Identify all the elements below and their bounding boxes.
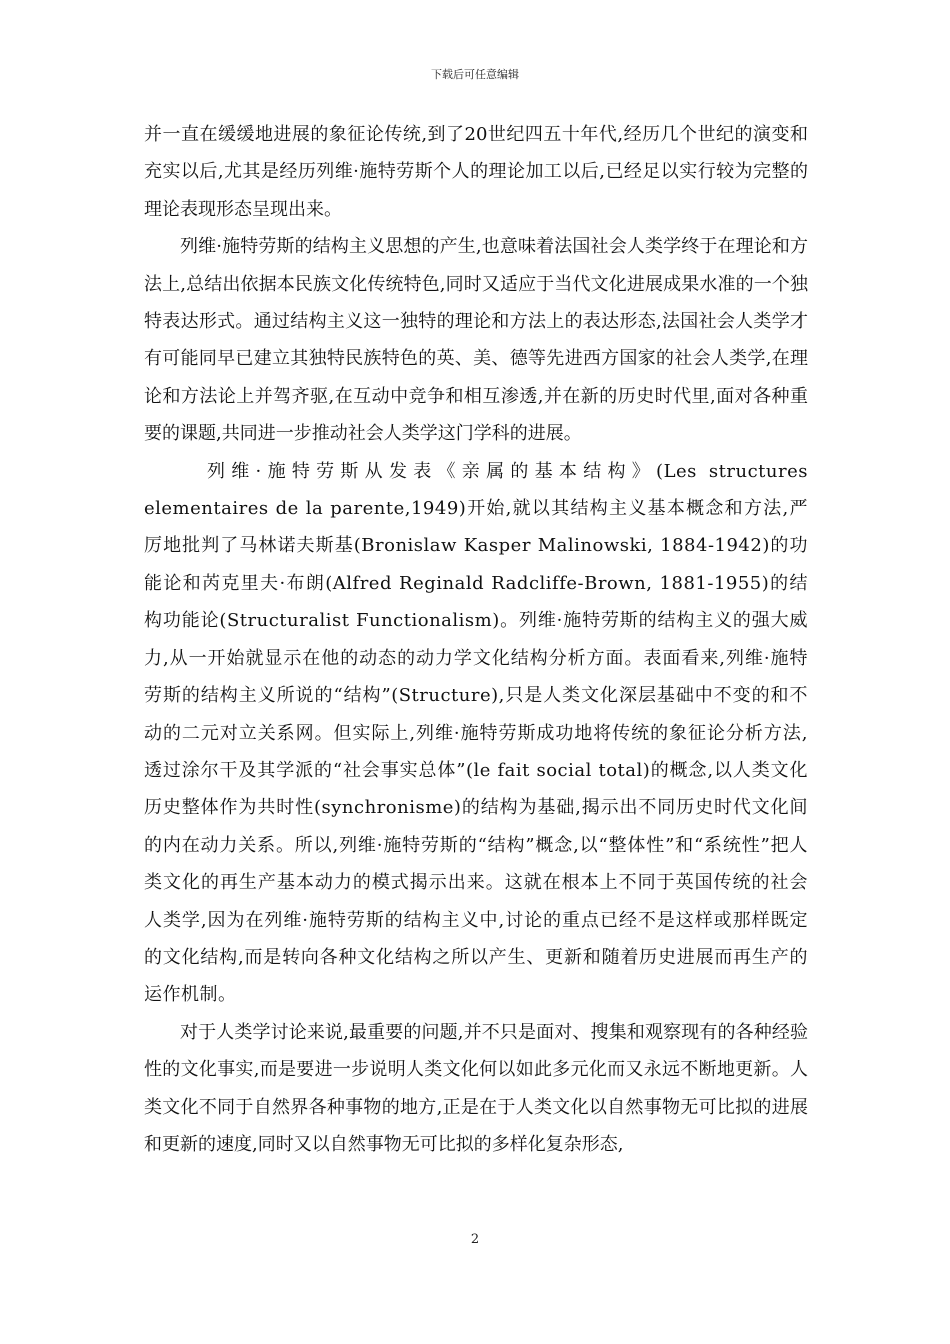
paragraph-kinship-structures: 列维·施特劳斯从发表《亲属的基本结构》(Les structures elementaires de la parente,1949)开始,就以其结构主义基本概念和方法,严厉地批判了马林诺夫斯基(Bronislaw Kasper Malinowski, 1884-1942)的功能论和芮克里夫·布朗(Alfred Reginald Radcliffe-Brown, 1881-1955)的结构功能论(Structuralist Functionalism)。列维·施特劳斯的结构主义的强大威力,从一开始就显示在他的动态的动力学文化结构分析方面。表面看来,列维·施特劳斯的结构主义所说的“结构”(Structure),只是人类文化深层基础中不变的和不动的二元对立关系网。但实际上,列维·施特劳斯成功地将传统的象征论分析方法,透过涂尔干及其学派的“社会事实总体”(le fait social total)的概念,以人类文化历史整体作为共时性(synchronisme)的结构为基础,揭示出不同历史时代文化间的内在动力关系。所以,列维·施特劳斯的“结构”概念,以“整体性”和“系统性”把人类文化的再生产基本动力的模式揭示出来。这就在根本上不同于英国传统的社会人类学,因为在列维·施特劳斯的结构主义中,讨论的重点已经不是这样或那样既定的文化结构,而是转向各种文化结构之所以产生、更新和随着历史进展而再生产的运作机制。 bbox=[144, 460, 808, 1006]
paragraph-structuralism-origin: 列维·施特劳斯的结构主义思想的产生,也意味着法国社会人类学终于在理论和方法上,总结出依据本民族文化传统特色,同时又适应于当代文化进展成果水准的一个独特表达形式。通过结构主义这一独特的理论和方法上的表达形态,法国社会人类学才有可能同早已建立其独特民族特色的英、美、德等先进西方国家的社会人类学,在理论和方法论上并驾齐驱,在互动中竞争和相互渗透,并在新的历史时代里,面对各种重要的课题,共同进一步推动社会人类学这门学科的进展。 bbox=[144, 236, 808, 445]
paragraph-continuation: 并一直在缓缓地进展的象征论传统,到了20世纪四五十年代,经历几个世纪的演变和充实以后,尤其是经历列维·施特劳斯个人的理论加工以后,已经足以实行较为完整的理论表现形态呈现出来。 bbox=[144, 124, 808, 220]
body-text bbox=[144, 116, 808, 1163]
paragraph-anthropology-question: 对于人类学讨论来说,最重要的问题,并不只是面对、搜集和观察现有的各种经验性的文化事实,而是要进一步说明人类文化何以如此多元化而又永远不断地更新。人类文化不同于自然界各种事物的地方,正是在于人类文化以自然事物无可比拟的进展和更新的速度,同时又以自然事物无可比拟的多样化复杂形态, bbox=[144, 1021, 808, 1155]
page-header: 下载后可任意编辑 bbox=[431, 68, 519, 81]
page-number: 2 bbox=[470, 1232, 480, 1247]
